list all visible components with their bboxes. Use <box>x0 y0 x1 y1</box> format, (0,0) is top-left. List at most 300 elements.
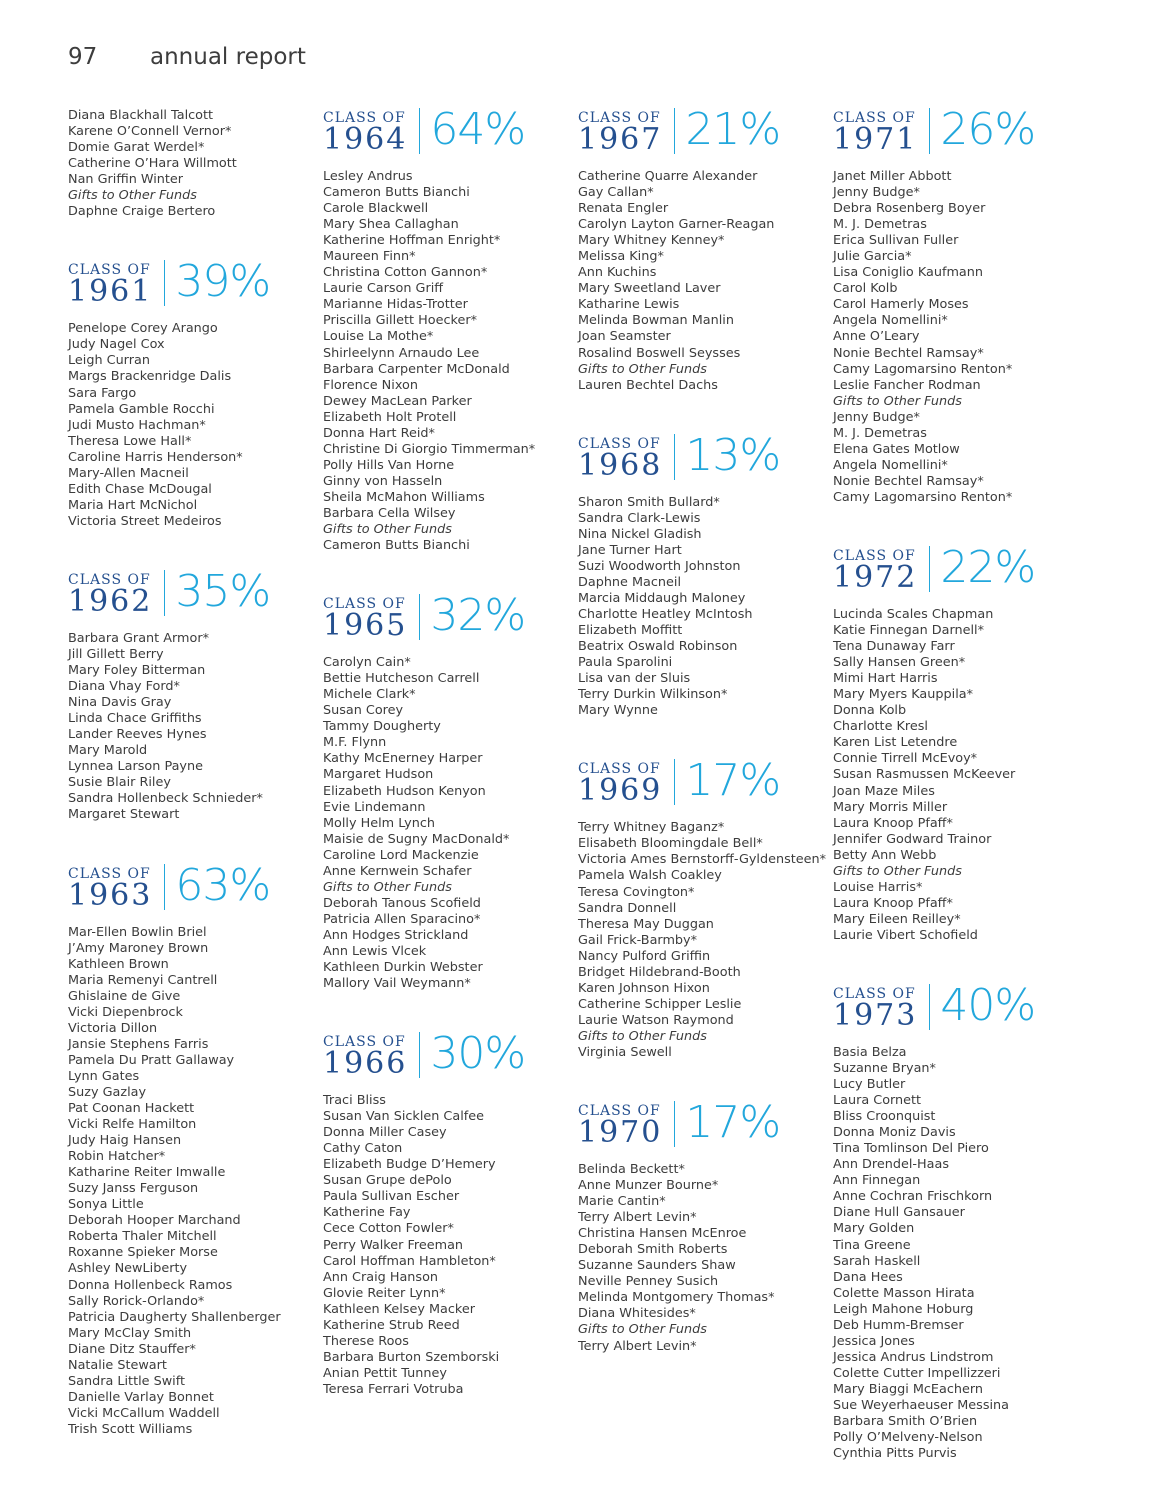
donor-name: Daphne Craige Bertero <box>68 204 216 220</box>
donor-name: Caroline Lord Mackenzie <box>323 847 479 863</box>
donor-name: Bliss Croonquist <box>833 1109 936 1125</box>
donor-name: Joan Seamster <box>578 329 671 345</box>
page-number: 97 <box>68 44 98 70</box>
donor-name: Pamela Walsh Coakley <box>578 868 722 884</box>
participation-percent: 17% <box>685 755 781 807</box>
header-divider <box>419 1032 420 1078</box>
donor-name: Sonya Little <box>68 1197 144 1213</box>
donor-name: Mary Foley Bitterman <box>68 663 206 679</box>
donor-name: Anne Kernwein Schafer <box>323 863 472 879</box>
class-header <box>323 590 573 644</box>
donor-list <box>323 1093 573 1398</box>
donor-name: Sara Fargo <box>68 385 137 401</box>
class-header <box>578 429 828 483</box>
donor-name: Victoria Street Medeiros <box>68 513 222 529</box>
donor-name: Mary Sweetland Laver <box>578 281 721 297</box>
donor-name: Donna Hart Reid* <box>323 425 435 441</box>
class-header <box>323 104 573 157</box>
donor-name: Victoria Ames Bernstorff-Gyldensteen* <box>578 852 827 868</box>
donor-name: Margaret Stewart <box>68 807 180 823</box>
class-year: 1961 <box>68 274 153 310</box>
donor-name: Laurie Carson Griff <box>323 281 444 297</box>
column-3 <box>578 104 828 1355</box>
donor-name: Carol Hoffman Hambleton* <box>323 1253 496 1269</box>
donor-name: Kathleen Durkin Webster <box>323 960 483 976</box>
column-1 <box>68 108 318 1438</box>
donor-list <box>68 631 318 824</box>
donor-name: Mary Wynne <box>578 703 658 719</box>
donor-name: Teresa Ferrari Votruba <box>323 1381 464 1397</box>
donor-name: Sandra Hollenbeck Schnieder* <box>68 791 263 807</box>
donor-name: Jenny Budge* <box>833 185 920 201</box>
donor-name: Tena Dunaway Farr <box>833 639 955 655</box>
participation-percent: 22% <box>940 541 1036 593</box>
donor-name: Joan Maze Miles <box>833 783 935 799</box>
donor-name: Maria Remenyi Cantrell <box>68 972 218 988</box>
donor-name: Roberta Thaler Mitchell <box>68 1229 217 1245</box>
donor-name: Jenny Budge* <box>833 409 920 425</box>
class-year: 1972 <box>833 559 918 595</box>
donor-name: Robin Hatcher* <box>68 1149 166 1165</box>
donor-name: Nancy Pulford Griffin <box>578 948 711 964</box>
donor-name: Catherine Quarre Alexander <box>578 169 758 184</box>
donor-name: Patricia Daugherty Shallenberger <box>68 1309 281 1325</box>
class-of-text: CLASS OF <box>323 596 406 613</box>
donor-name: Tammy Dougherty <box>323 719 441 735</box>
donor-name: Susan Grupe dePolo <box>323 1173 452 1189</box>
header-divider <box>929 108 930 154</box>
gifts-to-other-funds-label: Gifts to Other Funds <box>578 1028 707 1044</box>
class-header <box>68 565 318 619</box>
donor-name: Susan Van Sicklen Calfee <box>323 1109 485 1125</box>
gifts-to-other-funds-label: Gifts to Other Funds <box>833 863 962 879</box>
donor-name: Gay Callan* <box>578 185 654 201</box>
class-of-text: CLASS OF <box>578 435 661 452</box>
class-header <box>68 859 318 913</box>
class-of-text: CLASS OF <box>323 1034 406 1051</box>
donor-name: Danielle Varlay Bonnet <box>68 1389 214 1405</box>
donor-name: Neville Penney Susich <box>578 1274 719 1290</box>
donor-name: Mary Eileen Reilley* <box>833 911 961 927</box>
donor-name: Judy Nagel Cox <box>68 337 165 353</box>
participation-percent: 17% <box>685 1097 781 1149</box>
donor-name: Suzy Gazlay <box>68 1084 147 1100</box>
donor-name: Terry Whitney Baganz* <box>578 820 725 836</box>
donor-name: Ann Finnegan <box>833 1173 921 1189</box>
donor-name: Jessica Jones <box>833 1333 915 1349</box>
donor-name: Erica Sullivan Fuller <box>833 233 959 249</box>
donor-name: Melinda Montgomery Thomas* <box>578 1290 775 1306</box>
donor-name: Tina Tomlinson Del Piero <box>833 1141 989 1157</box>
donor-name: Dewey MacLean Parker <box>323 393 472 409</box>
donor-name: Paula Sparolini <box>578 655 673 671</box>
donor-name: Barbara Grant Armor* <box>68 630 209 646</box>
donor-name: Maureen Finn* <box>323 249 416 265</box>
donor-name: Caroline Harris Henderson* <box>68 449 243 465</box>
donor-name: Linda Chace Griffiths <box>68 711 202 727</box>
donor-name: Christina Cotton Gannon* <box>323 265 488 281</box>
donor-name: Nina Nickel Gladish <box>578 526 702 542</box>
gifts-to-other-funds-label: Gifts to Other Funds <box>323 879 452 895</box>
column-2 <box>323 104 573 1398</box>
class-year: 1966 <box>323 1046 408 1082</box>
donor-name: Suzi Woodworth Johnston <box>578 558 741 574</box>
donor-name: Deborah Hooper Marchand <box>68 1213 241 1229</box>
donor-name: Deb Humm-Bremser <box>833 1317 964 1333</box>
donor-name: Susie Blair Riley <box>68 775 171 791</box>
donor-name: Shirleelynn Arnaudo Lee <box>323 345 480 361</box>
class-header <box>578 104 828 157</box>
class-header <box>833 979 1083 1033</box>
class-label <box>578 1101 662 1149</box>
donor-name: Anian Pettit Tunney <box>323 1365 447 1381</box>
page-header <box>68 44 306 70</box>
donor-name: Sue Weyerhaeuser Messina <box>833 1398 1009 1413</box>
donor-name: Diana Vhay Ford* <box>68 679 180 695</box>
donor-name: Barbara Cella Wilsey <box>323 505 456 521</box>
donor-name: Carol Kolb <box>833 281 898 297</box>
class-section-1964 <box>323 104 573 554</box>
class-label <box>323 594 407 642</box>
donor-name: Leigh Curran <box>68 353 150 369</box>
donor-name: Renata Engler <box>578 201 669 217</box>
donor-name: Jessica Andrus Lindstrom <box>833 1349 994 1365</box>
class-year: 1973 <box>833 997 918 1033</box>
donor-name: Mary Morris Miller <box>833 799 948 815</box>
class-section-1963 <box>68 859 318 1439</box>
donor-name: Catherine O’Hara Willmott <box>68 156 237 172</box>
donor-name: Sally Rorick-Orlando* <box>68 1293 205 1309</box>
header-divider <box>674 434 675 480</box>
donor-name: Melissa King* <box>578 249 664 265</box>
donor-name: Jennifer Godward Trainor <box>833 831 992 847</box>
donor-name: Leslie Fancher Rodman <box>833 377 981 393</box>
donor-name: Mary Shea Callaghan <box>323 217 459 233</box>
donor-name: Vicki Relfe Hamilton <box>68 1117 197 1133</box>
donor-name: Lauren Bechtel Dachs <box>578 377 718 393</box>
donor-name: Colette Masson Hirata <box>833 1285 975 1301</box>
donor-name: M. J. Demetras <box>833 425 927 441</box>
donor-name: Florence Nixon <box>323 377 418 393</box>
donor-name: Karen Johnson Hixon <box>578 980 710 996</box>
donor-name: Angela Nomellini* <box>833 313 948 329</box>
donor-name: Vicki Diepenbrock <box>68 1004 183 1020</box>
donor-name: Sandra Clark-Lewis <box>578 510 701 526</box>
donor-name: Charlotte Kresl <box>833 719 928 735</box>
donor-name: Sandra Little Swift <box>68 1373 186 1389</box>
class-label <box>833 546 917 594</box>
class-header <box>833 104 1083 157</box>
donor-name: Mary Golden <box>833 1221 915 1237</box>
donor-name: Christina Hansen McEnroe <box>578 1226 747 1242</box>
participation-percent: 40% <box>940 979 1036 1031</box>
donor-name: Tina Greene <box>833 1237 911 1253</box>
class-year: 1963 <box>68 877 153 913</box>
donor-name: Donna Hollenbeck Ramos <box>68 1277 233 1293</box>
donor-name: Roxanne Spieker Morse <box>68 1245 218 1261</box>
class-section-1972 <box>833 541 1083 944</box>
donor-name: Theresa Lowe Hall* <box>68 433 192 449</box>
donor-name: Barbara Burton Szemborski <box>323 1349 500 1365</box>
donor-name: Katharine Lewis <box>578 297 680 313</box>
donor-name: Donna Kolb <box>833 703 907 719</box>
participation-percent: 35% <box>175 565 271 617</box>
class-label <box>578 434 662 482</box>
gifts-to-other-funds-label: Gifts to Other Funds <box>68 188 197 204</box>
donor-name: Margaret Hudson <box>323 767 434 783</box>
donor-name: Donna Miller Casey <box>323 1125 447 1141</box>
donor-name: Laurie Vibert Schofield <box>833 927 978 943</box>
gifts-to-other-funds-label: Gifts to Other Funds <box>323 522 452 538</box>
class-label <box>578 108 662 156</box>
donor-name: Trish Scott Williams <box>68 1421 193 1437</box>
class-label <box>68 570 152 618</box>
donor-name: Daphne Macneil <box>578 574 681 590</box>
donor-name: Laura Knoop Pfaff* <box>833 815 953 831</box>
donor-name: Julie Garcia* <box>833 249 912 265</box>
header-divider <box>674 108 675 154</box>
class-year: 1968 <box>578 447 663 483</box>
donor-name: Judi Musto Hachman* <box>68 417 206 433</box>
column-4 <box>833 104 1083 1462</box>
donor-name: Polly Hills Van Horne <box>323 457 455 473</box>
donor-name: Mary-Allen Macneil <box>68 465 189 481</box>
donor-name: Molly Helm Lynch <box>323 815 435 831</box>
donor-name: Anne Cochran Frischkorn <box>833 1189 993 1205</box>
donor-name: Lisa van der Sluis <box>578 671 691 687</box>
donor-name: Louise Harris* <box>833 879 923 895</box>
donor-name: Katharine Reiter Imwalle <box>68 1165 226 1181</box>
donor-name: Diane Hull Gansauer <box>833 1205 965 1221</box>
donor-name: Katherine Hoffman Enright* <box>323 233 501 249</box>
donor-name: Beatrix Oswald Robinson <box>578 639 738 655</box>
donor-name: Mary Whitney Kenney* <box>578 233 725 249</box>
donor-name: Deborah Tanous Scofield <box>323 895 481 911</box>
class-section-1971 <box>833 104 1083 506</box>
donor-name: Laura Cornett <box>833 1093 922 1109</box>
donor-name: Edith Chase McDougal <box>68 481 212 497</box>
donor-name: Terry Albert Levin* <box>578 1338 697 1354</box>
donor-name: Lynnea Larson Payne <box>68 759 203 775</box>
class-year: 1971 <box>833 122 918 157</box>
class-of-text: CLASS OF <box>578 110 661 126</box>
class-header <box>833 541 1083 595</box>
class-of-text: CLASS OF <box>578 761 661 778</box>
donor-name: Gail Frick-Barmby* <box>578 932 698 948</box>
donor-name: Suzanne Bryan* <box>833 1061 936 1077</box>
class-year: 1970 <box>578 1115 663 1151</box>
donor-name: Cameron Butts Bianchi <box>323 538 470 554</box>
page-title: annual report <box>150 44 306 70</box>
participation-percent: 21% <box>685 104 781 155</box>
donor-name: Terry Albert Levin* <box>578 1210 697 1226</box>
class-section-1970 <box>578 1097 828 1355</box>
donor-name: Basia Belza <box>833 1044 907 1060</box>
class-of-text: CLASS OF <box>68 571 151 588</box>
donor-name: Sarah Haskell <box>833 1253 921 1269</box>
class-label <box>323 108 407 156</box>
donor-name: Elizabeth Budge D’Hemery <box>323 1157 496 1173</box>
donor-name: Cece Cotton Fowler* <box>323 1221 454 1237</box>
donor-name: Marie Cantin* <box>578 1194 666 1210</box>
donor-name: Evie Lindemann <box>323 799 426 815</box>
donor-name: Bettie Hutcheson Carrell <box>323 671 480 687</box>
donor-list <box>578 1162 828 1355</box>
donor-name: Cynthia Pitts Purvis <box>833 1446 957 1462</box>
donor-name: Nina Davis Gray <box>68 695 172 711</box>
participation-percent: 32% <box>430 590 526 642</box>
donor-name: Elizabeth Hudson Kenyon <box>323 783 486 799</box>
participation-percent: 39% <box>175 256 271 308</box>
donor-name: Kathleen Brown <box>68 956 169 972</box>
donor-name: Virginia Sewell <box>578 1044 672 1060</box>
class-of-text: CLASS OF <box>68 865 151 882</box>
donor-name: M.F. Flynn <box>323 735 387 751</box>
donor-name: Melinda Bowman Manlin <box>578 313 734 329</box>
donor-name: Carole Blackwell <box>323 201 429 217</box>
donor-name: Carol Hamerly Moses <box>833 297 969 313</box>
donor-name: Karen List Letendre <box>833 735 958 751</box>
donor-name: Sharon Smith Bullard* <box>578 494 720 510</box>
donor-name: Kathleen Kelsey Macker <box>323 1301 475 1317</box>
class-year: 1962 <box>68 583 153 619</box>
class-header <box>578 755 828 809</box>
donor-name: Ann Craig Hanson <box>323 1269 439 1285</box>
donor-name: Lisa Coniglio Kaufmann <box>833 265 983 281</box>
donor-name: Theresa May Duggan <box>578 916 714 932</box>
donor-name: Suzy Janss Ferguson <box>68 1181 199 1197</box>
gifts-to-other-funds-label: Gifts to Other Funds <box>833 393 962 409</box>
donor-name: Priscilla Gillett Hoecker* <box>323 313 477 329</box>
donor-name: Sally Hansen Green* <box>833 655 966 671</box>
class-label <box>68 864 152 912</box>
class-of-text: CLASS OF <box>578 1103 661 1120</box>
donor-name: Camy Lagomarsino Renton* <box>833 489 1013 505</box>
donor-name: Lesley Andrus <box>323 169 413 184</box>
donor-name: Jill Gillett Berry <box>68 646 164 662</box>
donor-name: Anne Munzer Bourne* <box>578 1178 719 1194</box>
donor-name: Ann Kuchins <box>578 265 657 281</box>
donor-name: Suzanne Saunders Shaw <box>578 1258 736 1274</box>
header-divider <box>929 984 930 1030</box>
donor-list <box>323 655 573 992</box>
donor-name: Penelope Corey Arango <box>68 321 218 337</box>
class-section-1961 <box>68 256 318 530</box>
donor-name: Katherine Strub Reed <box>323 1317 460 1333</box>
donor-name: Katie Finnegan Darnell* <box>833 623 984 639</box>
donor-name: Cathy Caton <box>323 1141 403 1157</box>
donor-name: Nonie Bechtel Ramsay* <box>833 345 984 361</box>
donor-name: Laurie Watson Raymond <box>578 1012 734 1028</box>
class-label <box>323 1032 407 1080</box>
participation-percent: 30% <box>430 1028 526 1080</box>
class-header <box>578 1097 828 1151</box>
donor-name: Ghislaine de Give <box>68 988 181 1004</box>
participation-percent: 63% <box>175 859 271 911</box>
class-of-text: CLASS OF <box>833 547 916 564</box>
donor-name: Katherine Fay <box>323 1205 411 1221</box>
donor-name: Pamela Gamble Rocchi <box>68 401 215 417</box>
donor-name: Glovie Reiter Lynn* <box>323 1285 446 1301</box>
donor-list <box>68 925 318 1439</box>
donor-name: Laura Knoop Pfaff* <box>833 895 953 911</box>
donor-name: Nan Griffin Winter <box>68 172 184 188</box>
class-section-1973 <box>833 979 1083 1462</box>
donor-name: Maria Hart McNichol <box>68 497 198 513</box>
donor-list <box>578 495 828 720</box>
donor-name: Elisabeth Bloomingdale Bell* <box>578 836 763 852</box>
header-divider <box>674 759 675 805</box>
donor-name: Elizabeth Holt Protell <box>323 409 457 425</box>
donor-name: Lucinda Scales Chapman <box>833 606 994 622</box>
donor-name: Mary Biaggi McEachern <box>833 1381 984 1397</box>
donor-name: Susan Rasmussen McKeever <box>833 767 1016 783</box>
class-year: 1969 <box>578 773 663 809</box>
header-divider <box>164 570 165 616</box>
donor-name: Rosalind Boswell Seysses <box>578 345 741 361</box>
donor-name: Domie Garat Werdel* <box>68 140 205 156</box>
class-label <box>68 260 152 308</box>
donor-name: Victoria Dillon <box>68 1020 158 1036</box>
class-of-text: CLASS OF <box>833 110 916 126</box>
donor-name: Lucy Butler <box>833 1077 906 1093</box>
class-year: 1965 <box>323 608 408 644</box>
donor-name: Jansie Stephens Farris <box>68 1036 209 1052</box>
donor-name: Lynn Gates <box>68 1068 140 1084</box>
donor-name: Mimi Hart Harris <box>833 671 938 687</box>
donor-name: Ann Hodges Strickland <box>323 927 469 943</box>
donor-name: Sheila McMahon Williams <box>323 489 485 505</box>
class-section-1969 <box>578 755 828 1061</box>
donor-name: Ann Lewis Vlcek <box>323 943 427 959</box>
donor-name: Charlotte Heatley McIntosh <box>578 606 753 622</box>
class-section-1968 <box>578 429 828 720</box>
class-section-1966 <box>323 1028 573 1398</box>
donor-name: Donna Moniz Davis <box>833 1125 956 1141</box>
donor-list <box>833 607 1083 944</box>
donor-name: Deborah Smith Roberts <box>578 1242 728 1258</box>
class-of-text: CLASS OF <box>833 985 916 1002</box>
donor-name: Debra Rosenberg Boyer <box>833 201 986 217</box>
donor-name: Diana Whitesides* <box>578 1306 696 1322</box>
donor-name: Anne O’Leary <box>833 329 920 345</box>
donor-name: Diana Blackhall Talcott <box>68 108 214 123</box>
class-of-text: CLASS OF <box>323 110 406 126</box>
donor-name: Catherine Schipper Leslie <box>578 996 742 1012</box>
donor-name: Ginny von Hasseln <box>323 473 443 489</box>
class-header <box>68 256 318 310</box>
gifts-to-other-funds-label: Gifts to Other Funds <box>578 361 707 377</box>
header-divider <box>164 260 165 306</box>
donor-list <box>578 169 828 394</box>
participation-percent: 26% <box>940 104 1036 155</box>
donor-name: Barbara Smith O’Brien <box>833 1414 978 1430</box>
donor-name: Kathy McEnerney Harper <box>323 751 483 767</box>
donor-name: Leigh Mahone Hoburg <box>833 1301 974 1317</box>
class-header <box>323 1028 573 1082</box>
donor-name: Camy Lagomarsino Renton* <box>833 361 1013 377</box>
donor-name: Pat Coonan Hackett <box>68 1101 195 1117</box>
donor-name: Elena Gates Motlow <box>833 441 960 457</box>
donor-name: Bridget Hildebrand-Booth <box>578 964 741 980</box>
donor-list <box>833 169 1083 506</box>
class-year: 1967 <box>578 122 663 157</box>
donor-name: Nonie Bechtel Ramsay* <box>833 473 984 489</box>
donor-name: Michele Clark* <box>323 687 416 703</box>
gifts-to-other-funds-label: Gifts to Other Funds <box>578 1322 707 1338</box>
class-label <box>578 759 662 807</box>
donor-name: Polly O’Melveny-Nelson <box>833 1430 983 1446</box>
